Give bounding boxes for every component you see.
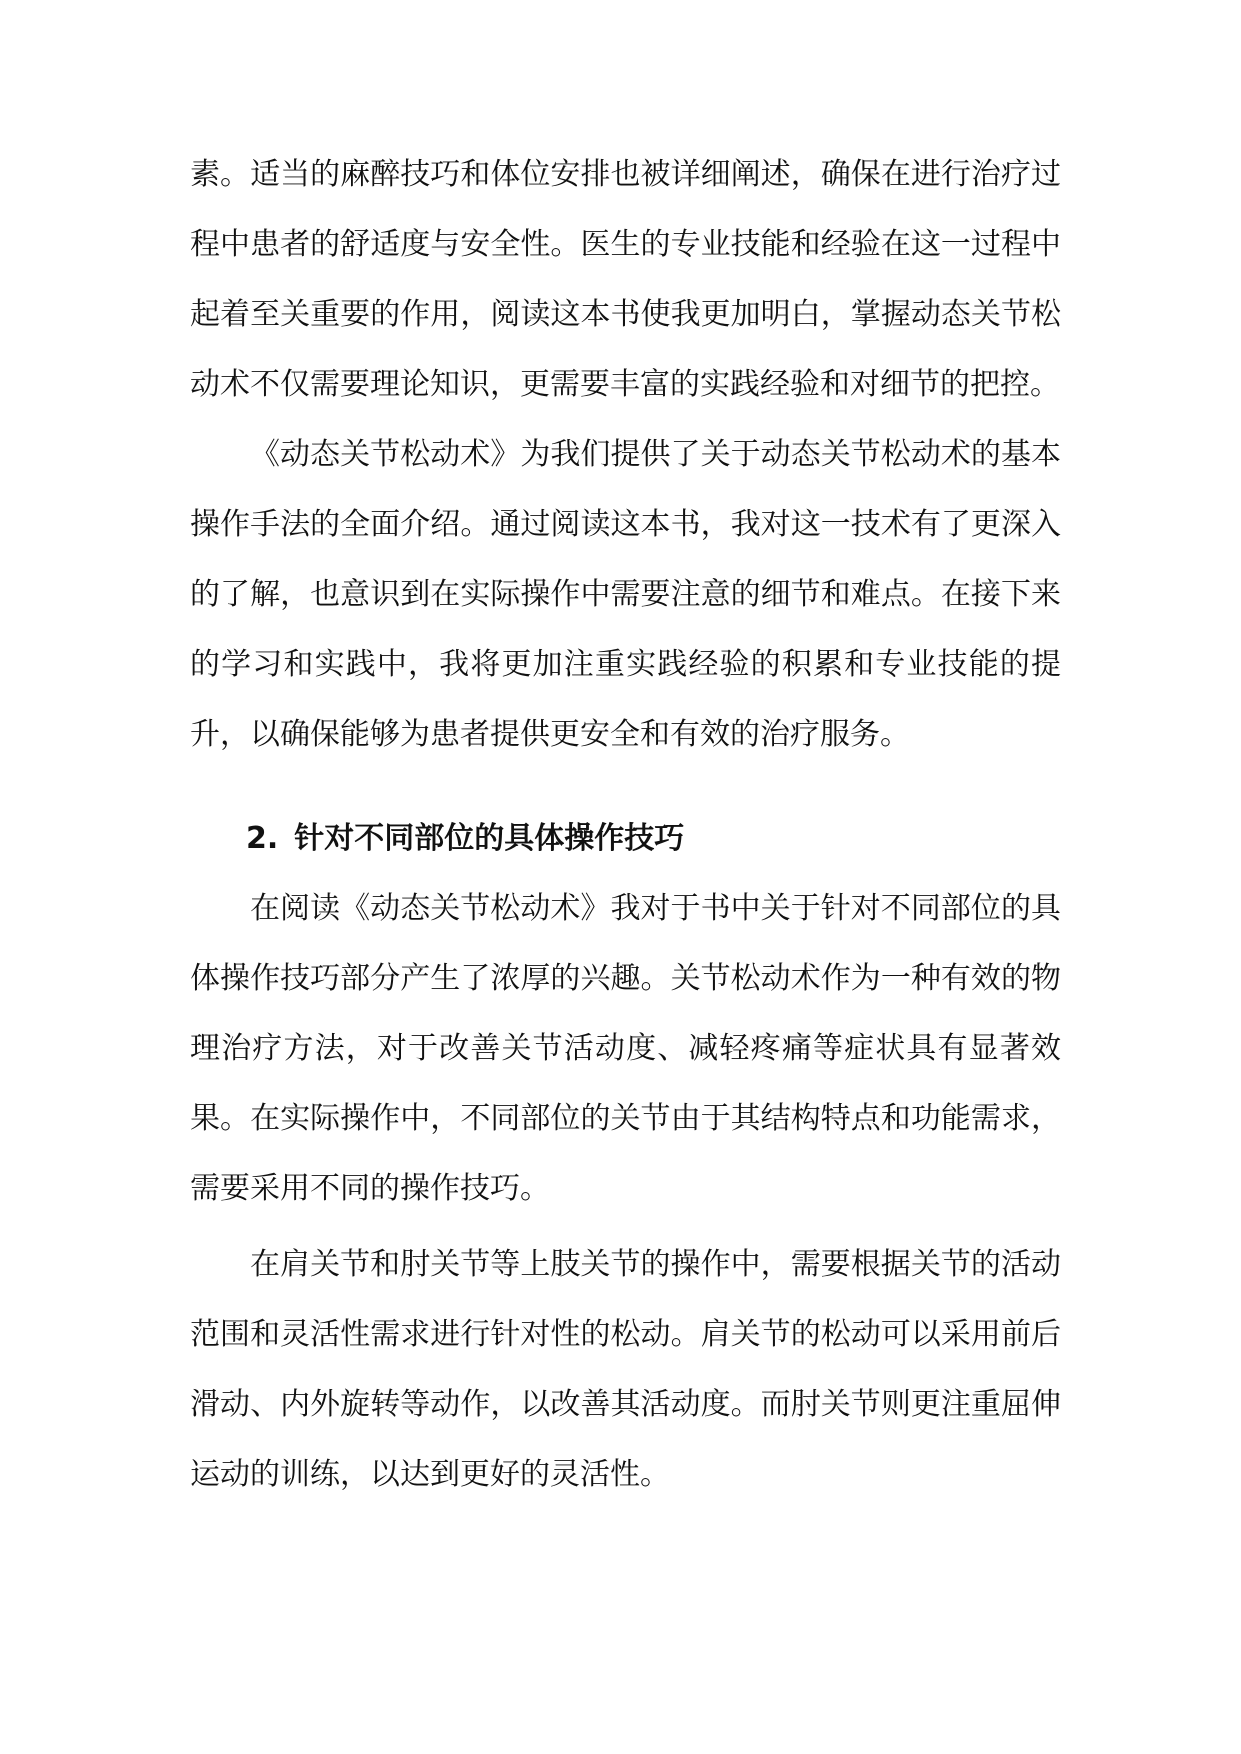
section-number: 2. [246, 821, 279, 856]
section-heading [190, 770, 1061, 874]
paragraph-interest: 在阅读《动态关节松动术》我对于书中关于针对不同部位的具体操作技巧部分产生了浓厚的兴趣。关节松动术作为一种有效的物理治疗方法，对于改善关节活动度、减轻疼痛等症状具有显著效果。在实际操作中，不同部位的关节由于其结构特点和功能需求，需要采用不同的操作技巧。 [190, 891, 1061, 1206]
paragraph-book-summary: 《动态关节松动术》为我们提供了关于动态关节松动术的基本操作手法的全面介绍。通过阅读这本书，我对这一技术有了更深入的了解，也意识到在实际操作中需要注意的细节和难点。在接下来的学习和实践中，我将更加注重实践经验的积累和专业技能的提升，以确保能够为患者提供更安全和有效的治疗服务。 [190, 437, 1061, 752]
paragraph-continuation: 素。适当的麻醉技巧和体位安排也被详细阐述，确保在进行治疗过程中患者的舒适度与安全性。医生的专业技能和经验在这一过程中起着至关重要的作用，阅读这本书使我更加明白，掌握动态关节松动术不仅需要理论知识，更需要丰富的实践经验和对细节的把控。 [190, 157, 1061, 402]
paragraph-upper-limb: 在肩关节和肘关节等上肢关节的操作中，需要根据关节的活动范围和灵活性需求进行针对性的松动。肩关节的松动可以采用前后滑动、内外旋转等动作，以改善其活动度。而肘关节则更注重屈伸运动的训练，以达到更好的灵活性。 [190, 1247, 1061, 1492]
document-body [190, 140, 1061, 1510]
section-title: 针对不同部位的具体操作技巧 [294, 821, 685, 856]
